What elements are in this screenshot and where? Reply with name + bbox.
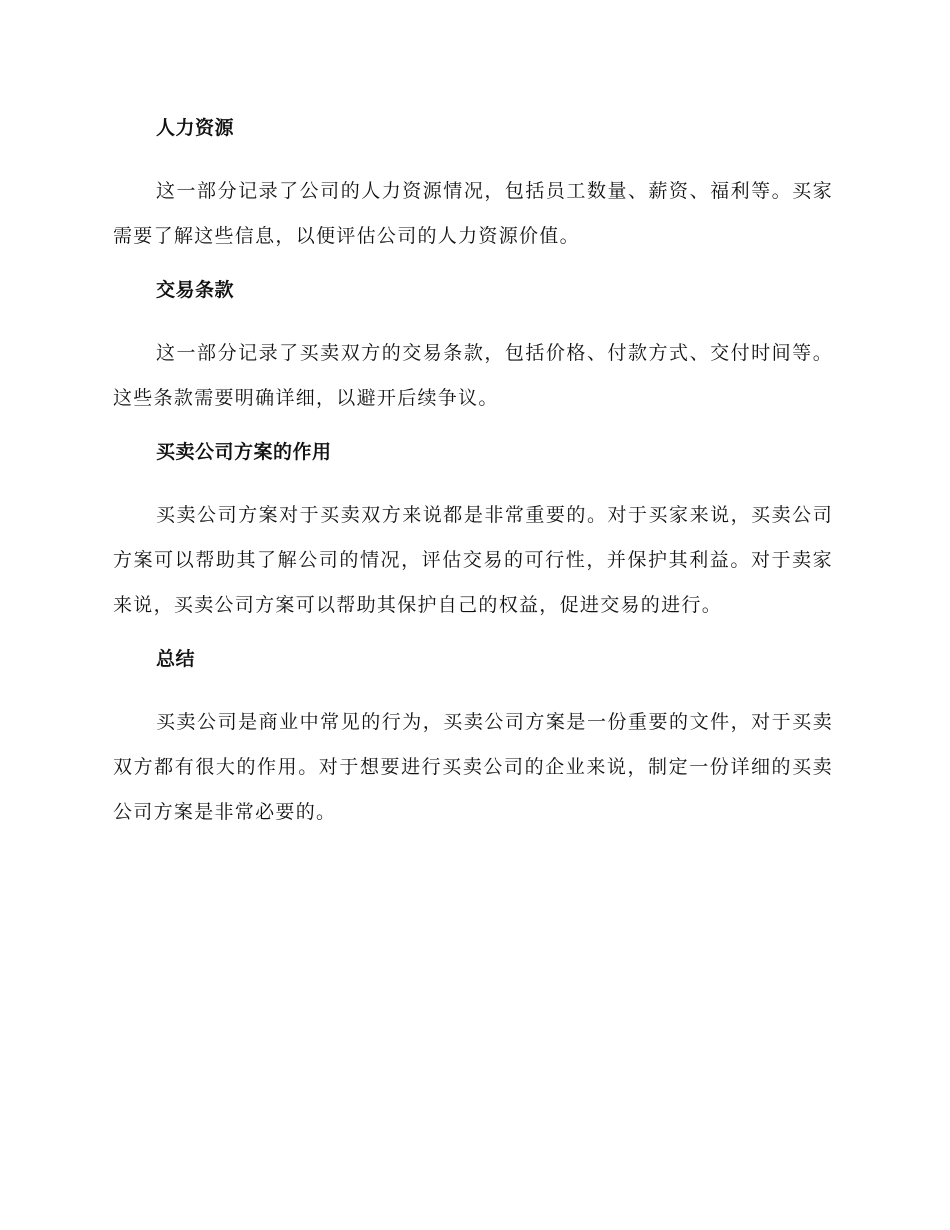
section-transaction-terms (113, 274, 833, 421)
section-plan-role (113, 436, 833, 628)
section-paragraph: 买卖公司是商业中常见的行为，买卖公司方案是一份重要的文件，对于买卖双方都有很大的作用。对于想要进行买卖公司的企业来说，制定一份详细的买卖公司方案是非常必要的。 (113, 711, 833, 823)
section-paragraph: 买卖公司方案对于买卖双方来说都是非常重要的。对于买家来说，买卖公司方案可以帮助其了解公司的情况，评估交易的可行性，并保护其利益。对于卖家来说，买卖公司方案可以帮助其保护自己的权益，促进交易的进行。 (113, 504, 833, 616)
section-heading: 买卖公司方案的作用 (156, 441, 332, 463)
section-paragraph: 这一部分记录了公司的人力资源情况，包括员工数量、薪资、福利等。买家需要了解这些信息，以便评估公司的人力资源价值。 (113, 180, 833, 247)
section-human-resources (113, 112, 833, 259)
section-heading: 交易条款 (156, 279, 235, 301)
section-summary (113, 643, 833, 835)
section-heading: 总结 (156, 648, 196, 670)
section-heading: 人力资源 (156, 117, 235, 139)
document-body (113, 112, 833, 850)
section-paragraph: 这一部分记录了买卖双方的交易条款，包括价格、付款方式、交付时间等。这些条款需要明确详细，以避开后续争议。 (113, 342, 833, 409)
